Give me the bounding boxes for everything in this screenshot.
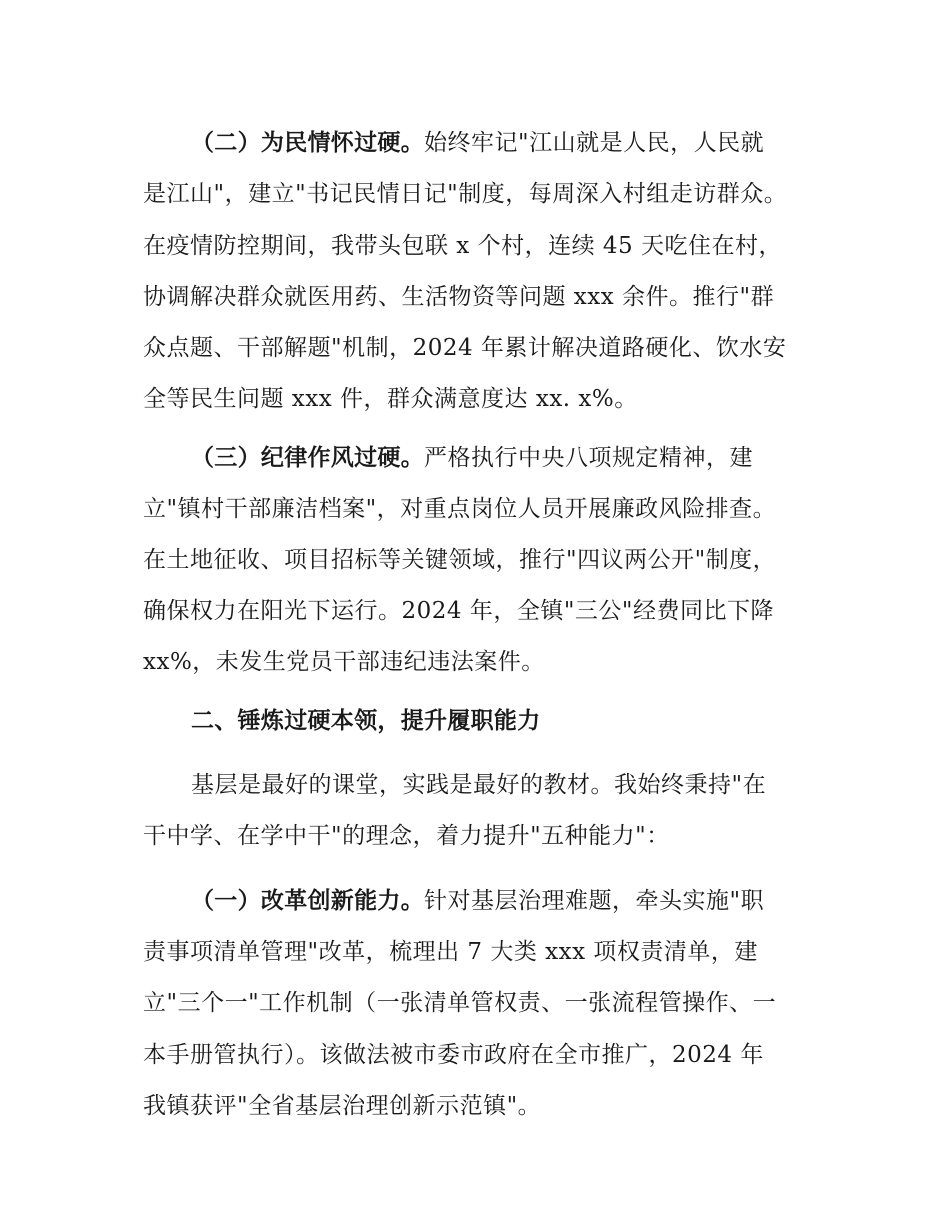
paragraph-lead: （三）纪律作风过硬。: [191, 445, 424, 471]
section-heading: 二、锤炼过硬本领，提升履职能力: [191, 708, 541, 734]
paragraph-line: xx%，未发生党员干部违纪违法案件。: [143, 649, 545, 675]
paragraph-line: 确保权力在阳光下运行。2024 年，全镇"三公"经费同比下降: [143, 598, 775, 624]
paragraph-line: 责事项清单管理"改革，梳理出 7 大类 xxx 项权责清单，建: [143, 939, 758, 965]
paragraph-line: 基层是最好的课堂，实践是最好的教材。我始终秉持"在: [191, 772, 767, 798]
paragraph-line: [191, 886, 764, 916]
paragraph-line: 立"三个一"工作机制（一张清单管权责、一张流程管操作、一: [143, 990, 777, 1016]
paragraph-line: 协调解决群众就医用药、生活物资等问题 xxx 余件。推行"群: [143, 284, 775, 310]
paragraph-line: 是江山"，建立"书记民情日记"制度，每周深入村组走访群众。: [143, 181, 788, 207]
paragraph-text: 针对基层治理难题，牵头实施"职: [424, 888, 765, 914]
paragraph-line: 本手册管执行）。该做法被市委市政府在全市推广，2024 年: [143, 1042, 764, 1068]
paragraph-line: [191, 443, 753, 473]
paragraph-line: 在疫情防控期间，我带头包联 x 个村，连续 45 天吃住在村，: [143, 233, 782, 259]
paragraph-lead: （二）为民情怀过硬。: [191, 130, 424, 156]
paragraph-line: 全等民生问题 xxx 件，群众满意度达 xx. x%。: [143, 386, 638, 412]
paragraph-text: 严格执行中央八项规定精神，建: [424, 445, 753, 471]
paragraph-line: 我镇获评"全省基层治理创新示范镇"。: [143, 1093, 542, 1119]
paragraph-line: 干中学、在学中干"的理念，着力提升"五种能力"：: [143, 823, 670, 849]
paragraph-line: 立"镇村干部廉洁档案"，对重点岗位人员开展廉政风险排查。: [143, 496, 777, 522]
paragraph-line: 在土地征收、项目招标等关键领域，推行"四议两公开"制度，: [143, 547, 777, 573]
paragraph-line: 众点题、干部解题"机制，2024 年累计解决道路硬化、饮水安: [143, 335, 787, 361]
paragraph-lead: （一）改革创新能力。: [191, 888, 424, 914]
paragraph-line: [191, 128, 764, 158]
paragraph-text: 始终牢记"江山就是人民，人民就: [424, 130, 765, 156]
